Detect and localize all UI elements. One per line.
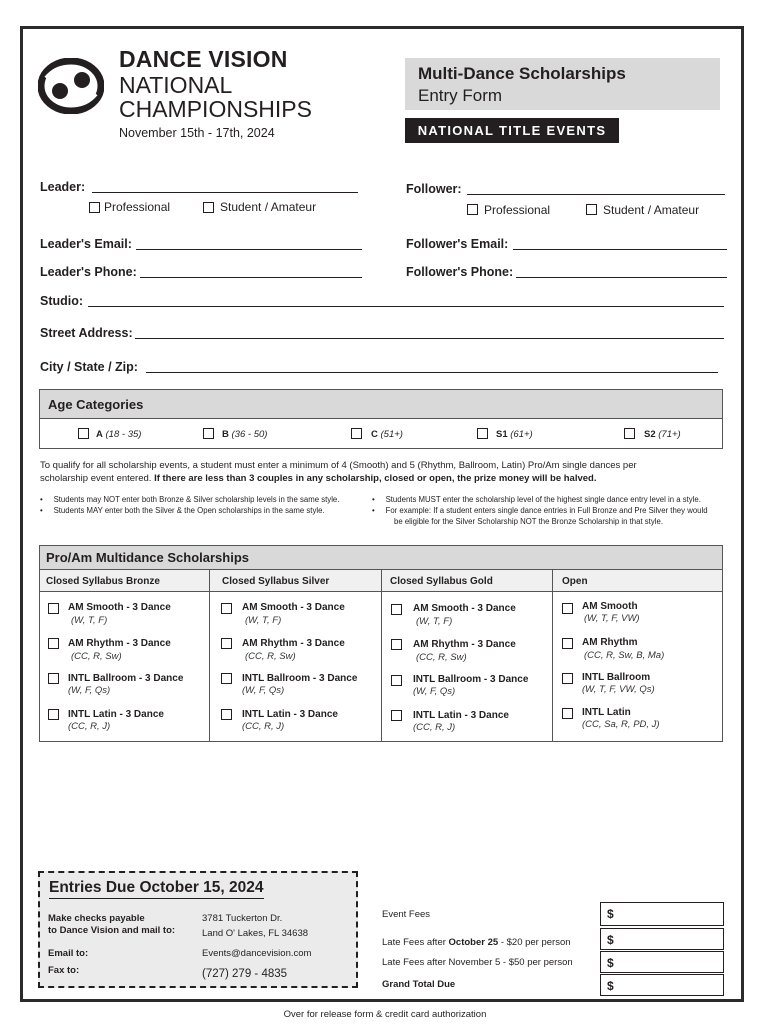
bronze-ballroom-checkbox[interactable]: [48, 673, 59, 684]
silver-rhythm-checkbox[interactable]: [221, 638, 232, 649]
silver-latin-checkbox[interactable]: [221, 709, 232, 720]
silver-ballroom-label: INTL Ballroom - 3 Dance: [242, 673, 358, 684]
follower-professional-label: Professional: [484, 203, 551, 217]
studio-label: Studio:: [40, 294, 84, 308]
column-header-gold: Closed Syllabus Gold: [390, 576, 493, 587]
form-subtitle: Entry Form: [418, 86, 503, 105]
bronze-smooth-label: AM Smooth - 3 Dance: [68, 602, 171, 613]
bronze-ballroom-label: INTL Ballroom - 3 Dance: [68, 673, 184, 684]
rules-intro-2: scholarship event entered. If there are less than 3 couples in any scholarship, closed or open, the prize money will be halved.: [40, 473, 597, 484]
gold-ballroom-label: INTL Ballroom - 3 Dance: [413, 674, 529, 685]
national-title-badge: NATIONAL TITLE EVENTS: [405, 118, 619, 143]
open-ballroom-dances: (W, T, F, VW, Qs): [582, 684, 655, 695]
silver-ballroom-checkbox[interactable]: [221, 673, 232, 684]
leader-field[interactable]: [92, 180, 358, 193]
silver-rhythm-label: AM Rhythm - 3 Dance: [242, 638, 345, 649]
checks-payable-line2: to Dance Vision and mail to:: [48, 925, 176, 936]
age-a-label: A (18 - 35): [96, 429, 142, 440]
follower-label: Follower:: [406, 182, 462, 196]
gold-smooth-dances: (W, T, F): [416, 616, 453, 627]
gold-rhythm-dances: (CC, R, Sw): [416, 652, 467, 663]
bronze-rhythm-dances: (CC, R, Sw): [71, 651, 122, 662]
follower-student-label: Student / Amateur: [603, 203, 700, 217]
street-label: Street Address:: [40, 326, 133, 340]
open-ballroom-checkbox[interactable]: [562, 673, 573, 684]
silver-ballroom-dances: (W, F, Qs): [242, 685, 285, 696]
gold-rhythm-label: AM Rhythm - 3 Dance: [413, 639, 516, 650]
column-divider: [381, 570, 382, 742]
rule-bullet-3: • Students MUST enter the scholarship level of the highest single dance entry level in a style.: [372, 495, 701, 504]
leader-email-label: Leader's Email:: [40, 237, 132, 251]
age-b-checkbox[interactable]: [203, 428, 214, 439]
gold-latin-label: INTL Latin - 3 Dance: [413, 710, 509, 721]
age-s1-checkbox[interactable]: [477, 428, 488, 439]
open-rhythm-checkbox[interactable]: [562, 638, 573, 649]
open-smooth-dances: (W, T, F, VW): [584, 613, 640, 624]
open-rhythm-dances: (CC, R, Sw, B, Ma): [584, 650, 665, 661]
leader-phone-field[interactable]: [140, 265, 362, 278]
follower-student-checkbox[interactable]: [586, 204, 597, 215]
dance-vision-logo-icon: [38, 58, 104, 114]
rule-bullet-4-cont: be eligible for the Silver Scholarship NOT the Bronze Scholarship in that style.: [394, 517, 663, 526]
email-to-label: Email to:: [48, 948, 89, 959]
open-ballroom-label: INTL Ballroom: [582, 672, 651, 683]
column-divider: [552, 570, 553, 742]
event-fees-label: Event Fees: [382, 909, 431, 920]
column-divider: [209, 570, 210, 742]
gold-latin-dances: (CC, R, J): [413, 722, 456, 733]
follower-field[interactable]: [467, 182, 725, 195]
leader-student-checkbox[interactable]: [203, 202, 214, 213]
city-label: City / State / Zip:: [40, 360, 138, 374]
fax-number: (727) 279 - 4835: [202, 968, 288, 980]
follower-phone-label: Follower's Phone:: [406, 265, 514, 279]
age-a-checkbox[interactable]: [78, 428, 89, 439]
brand-national: NATIONAL: [119, 72, 233, 98]
studio-field[interactable]: [88, 294, 724, 307]
entries-due-title: Entries Due October 15, 2024: [49, 879, 264, 899]
column-header-bronze: Closed Syllabus Bronze: [46, 576, 160, 587]
email-address[interactable]: Events@dancevision.com: [202, 948, 312, 959]
bronze-rhythm-checkbox[interactable]: [48, 638, 59, 649]
open-latin-label: INTL Latin: [582, 707, 631, 718]
silver-rhythm-dances: (CC, R, Sw): [245, 651, 296, 662]
bronze-smooth-dances: (W, T, F): [71, 615, 108, 626]
age-b-label: B (36 - 50): [222, 429, 268, 440]
bronze-latin-label: INTL Latin - 3 Dance: [68, 709, 164, 720]
column-header-silver: Closed Syllabus Silver: [222, 576, 330, 587]
age-s2-checkbox[interactable]: [624, 428, 635, 439]
leader-phone-label: Leader's Phone:: [40, 265, 137, 279]
grand-total-label: Grand Total Due: [382, 979, 456, 990]
gold-smooth-checkbox[interactable]: [391, 604, 402, 615]
column-header-open: Open: [562, 576, 588, 587]
silver-latin-dances: (CC, R, J): [242, 721, 285, 732]
leader-student-label: Student / Amateur: [220, 200, 317, 214]
age-s2-label: S2 (71+): [644, 429, 681, 440]
event-dates: November 15th - 17th, 2024: [119, 126, 275, 140]
silver-smooth-checkbox[interactable]: [221, 603, 232, 614]
age-c-label: C (51+): [371, 429, 403, 440]
age-s1-label: S1 (61+): [496, 429, 533, 440]
bronze-latin-checkbox[interactable]: [48, 709, 59, 720]
silver-smooth-label: AM Smooth - 3 Dance: [242, 602, 345, 613]
age-c-checkbox[interactable]: [351, 428, 362, 439]
open-smooth-label: AM Smooth: [582, 601, 638, 612]
mail-address-line2: Land O' Lakes, FL 34638: [202, 928, 309, 939]
fax-to-label: Fax to:: [48, 965, 80, 976]
brand-name: DANCE VISION: [119, 46, 288, 72]
rule-bullet-2: • Students MAY enter both the Silver & the Open scholarships in the same style.: [40, 506, 325, 515]
grand-total-amount-field[interactable]: $: [600, 974, 724, 996]
gold-rhythm-checkbox[interactable]: [391, 639, 402, 650]
leader-professional-label: Professional: [104, 200, 171, 214]
open-latin-checkbox[interactable]: [562, 708, 573, 719]
follower-phone-field[interactable]: [516, 265, 727, 278]
bronze-smooth-checkbox[interactable]: [48, 603, 59, 614]
open-latin-dances: (CC, Sa, R, PD, J): [582, 719, 660, 730]
late-fees-oct-amount-field[interactable]: $: [600, 928, 724, 950]
follower-email-field[interactable]: [513, 237, 727, 250]
silver-latin-label: INTL Latin - 3 Dance: [242, 709, 338, 720]
checks-payable-line1: Make checks payable: [48, 913, 145, 924]
silver-smooth-dances: (W, T, F): [245, 615, 282, 626]
open-rhythm-label: AM Rhythm: [582, 637, 638, 648]
city-field[interactable]: [146, 360, 718, 373]
gold-ballroom-checkbox[interactable]: [391, 675, 402, 686]
follower-email-label: Follower's Email:: [406, 237, 509, 251]
age-categories-title: Age Categories: [48, 397, 144, 412]
bronze-rhythm-label: AM Rhythm - 3 Dance: [68, 638, 171, 649]
rule-bullet-4: • For example: If a student enters single dance entries in Full Bronze and Pre Silver they would: [372, 506, 708, 515]
footer-note: Over for release form & credit card authorization: [283, 1009, 487, 1020]
gold-smooth-label: AM Smooth - 3 Dance: [413, 603, 516, 614]
gold-latin-checkbox[interactable]: [391, 710, 402, 721]
bronze-latin-dances: (CC, R, J): [68, 721, 111, 732]
rules-intro: To qualify for all scholarship events, a student must enter a minimum of 4 (Smooth) and 5 (Rhythm, Ballroom, Latin) Pro/Am single dances per: [40, 460, 637, 471]
leader-label: Leader:: [40, 180, 86, 194]
leader-professional-checkbox[interactable]: [89, 202, 100, 213]
event-fees-amount-field[interactable]: $: [600, 902, 724, 926]
scholarships-title: Pro/Am Multidance Scholarships: [46, 550, 249, 565]
form-title: Multi-Dance Scholarships: [418, 64, 626, 83]
leader-email-field[interactable]: [136, 237, 362, 250]
brand-championships: CHAMPIONSHIPS: [119, 96, 312, 122]
late-fees-oct-label: Late Fees after October 25 - $20 per person: [382, 937, 571, 948]
late-fees-nov-amount-field[interactable]: $: [600, 951, 724, 973]
rule-bullet-1: • Students may NOT enter both Bronze & Silver scholarship levels in the same style.: [40, 495, 340, 504]
open-smooth-checkbox[interactable]: [562, 603, 573, 614]
mail-address-line1: 3781 Tuckerton Dr.: [202, 913, 283, 924]
street-field[interactable]: [135, 326, 724, 339]
bronze-ballroom-dances: (W, F, Qs): [68, 685, 111, 696]
late-fees-nov-label: Late Fees after November 5 - $50 per person: [382, 957, 573, 968]
follower-professional-checkbox[interactable]: [467, 204, 478, 215]
gold-ballroom-dances: (W, F, Qs): [413, 686, 456, 697]
